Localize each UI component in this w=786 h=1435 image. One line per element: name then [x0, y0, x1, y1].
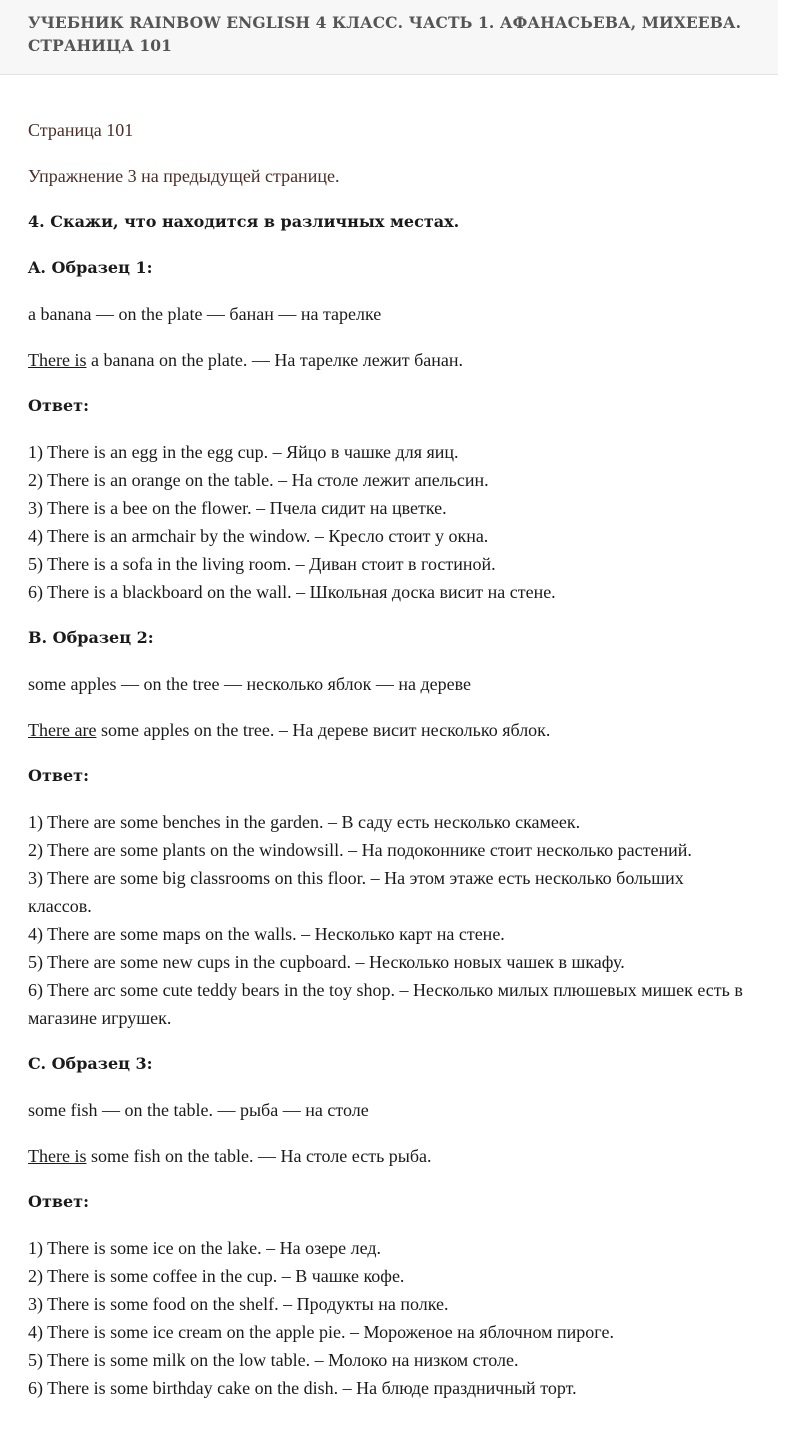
section-c-answer-label: Ответ: [28, 1192, 89, 1211]
section-a-example: a banana — on the plate — банан — на тарелке [28, 304, 382, 324]
list-item: 2) There is some coffee in the cup. – В чашке кофе. [28, 1266, 405, 1286]
page-header [0, 0, 778, 75]
section-b-model-underlined: There are [28, 720, 97, 740]
page-title [0, 0, 778, 57]
list-item: 1) There are some benches in the garden. – В саду есть несколько скамеек. [28, 812, 581, 832]
section-c-answers [28, 1234, 748, 1402]
list-item: 6) There arc some cute teddy bears in the toy shop. – Несколько милых плюшевых мишек есть в магазине игрушек. [28, 980, 743, 1028]
list-item: 2) There are some plants on the windowsill. – На подоконнике стоит несколько растений. [28, 840, 692, 860]
list-item: 5) There are some new cups in the cupboard. – Несколько новых чашек в шкафу. [28, 952, 625, 972]
task-heading: 4. Скажи, что находится в различных местах. [28, 212, 460, 231]
section-c-example: some fish — on the table. — рыба — на столе [28, 1100, 369, 1120]
page-title-line-1: УЧЕБНИК RAINBOW ENGLISH 4 КЛАСС. ЧАСТЬ 1. АФАНАСЬЕВА, МИХЕЕВА. [28, 13, 742, 32]
section-a-answer-label: Ответ: [28, 396, 89, 415]
section-c-model-rest: some fish on the table. — На столе есть рыба. [86, 1146, 432, 1166]
section-b-answer-label: Ответ: [28, 766, 89, 785]
page-label: Страница 101 [28, 120, 134, 140]
list-item: 1) There is some ice on the lake. – На озере лед. [28, 1238, 382, 1258]
section-c-model-underlined: There is [28, 1146, 87, 1166]
article-content [28, 116, 748, 1402]
section-b-heading: B. Образец 2: [28, 628, 154, 647]
list-item: 3) There are some big classrooms on this floor. – На этом этаже есть несколько больших классов. [28, 868, 684, 916]
section-a-model-underlined: There is [28, 350, 87, 370]
list-item: 3) There is some food on the shelf. – Продукты на полке. [28, 1294, 449, 1314]
list-item: 4) There is an armchair by the window. – Кресло стоит у окна. [28, 526, 489, 546]
section-b-answers [28, 808, 748, 1032]
section-a-answers [28, 438, 748, 606]
section-c-model [28, 1142, 748, 1170]
section-b-example: some apples — on the tree — несколько яблок — на дереве [28, 674, 471, 694]
section-a-heading: A. Образец 1: [28, 258, 153, 277]
list-item: 4) There are some maps on the walls. – Несколько карт на стене. [28, 924, 505, 944]
list-item: 1) There is an egg in the egg cup. – Яйцо в чашке для яиц. [28, 442, 459, 462]
list-item: 3) There is a bee on the flower. – Пчела сидит на цветке. [28, 498, 447, 518]
list-item: 6) There is a blackboard on the wall. – Школьная доска висит на стене. [28, 582, 556, 602]
section-c-heading: C. Образец 3: [28, 1054, 153, 1073]
exercise-note: Упражнение 3 на предыдущей странице. [28, 166, 340, 186]
section-b-model-rest: some apples on the tree. – На дереве висит несколько яблок. [96, 720, 551, 740]
list-item: 6) There is some birthday cake on the dish. – На блюде праздничный торт. [28, 1378, 577, 1398]
section-a-model-rest: a banana on the plate. — На тарелке лежит банан. [86, 350, 464, 370]
list-item: 2) There is an orange on the table. – На столе лежит апельсин. [28, 470, 489, 490]
list-item: 4) There is some ice cream on the apple pie. – Мороженое на яблочном пироге. [28, 1322, 614, 1342]
page-title-line-2: СТРАНИЦА 101 [28, 36, 172, 55]
list-item: 5) There is a sofa in the living room. – Диван стоит в гостиной. [28, 554, 496, 574]
section-b-model [28, 716, 748, 744]
section-a-model [28, 346, 748, 374]
list-item: 5) There is some milk on the low table. – Молоко на низком столе. [28, 1350, 519, 1370]
